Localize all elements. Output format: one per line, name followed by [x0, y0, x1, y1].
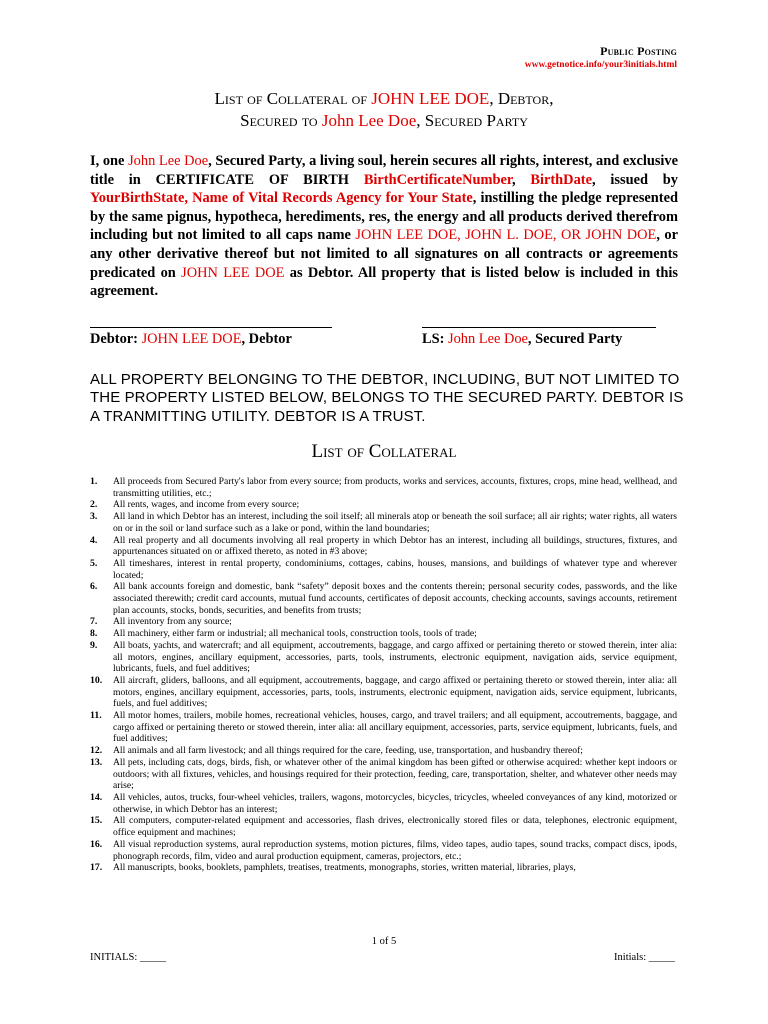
- debtor-name: JOHN LEE DOE: [141, 331, 242, 347]
- item-number: 15.: [90, 815, 103, 827]
- intro-highlight: JOHN LEE DOE, JOHN L. DOE, OR JOHN DOE: [355, 227, 657, 244]
- intro-text: , instilling the pledge represented by the same pignus, hypotheca, herediments, res, the energy and all products derived therefrom including but not limited to all caps name: [90, 190, 678, 244]
- item-text: All land in which Debtor has an interest, including the soil itself; all minerals atop or beneath the soil surface; all air rights; water rights, all waters on or in the soil or land surface such as a lake or pond, within the land boundaries;: [113, 511, 677, 534]
- list-item: [90, 815, 677, 838]
- item-number: 7.: [90, 616, 98, 628]
- intro-highlight: BirthCertificateNumber: [363, 171, 512, 188]
- item-text: All machinery, either farm or industrial; all mechanical tools, construction tools, tools of trade;: [113, 628, 477, 640]
- intro-text: ,: [511, 171, 531, 188]
- item-text: All rents, wages, and income from every source;: [113, 499, 300, 511]
- item-text: All boats, yachts, and watercraft; and all equipment, accoutrements, baggage, and cargo affixed or pertaining thereto or stowed therein, inter alia: all motors, engines, ancillary equipment, accessories, parts, tools, instruments, electronic equipment, navigation aids, service equipment, lubricants, fuels, and fuel additives;: [113, 639, 677, 675]
- intro-text: I, one: [90, 153, 129, 169]
- item-text: All manuscripts, books, booklets, pamphlets, treatises, treatments, monographs, stories, written material, libraries, plays,: [113, 862, 576, 874]
- list-item: [90, 499, 677, 511]
- list-item: [90, 675, 677, 710]
- item-number: 8.: [90, 628, 98, 640]
- item-number: 11.: [90, 710, 102, 722]
- notice-url[interactable]: www.getnotice.info/your3initials.html: [524, 60, 677, 70]
- intro-highlight: John Lee Doe: [128, 153, 209, 169]
- list-item: [90, 476, 677, 499]
- item-number: 4.: [90, 534, 98, 546]
- label-text: Debtor:: [90, 331, 142, 347]
- document-title: [0, 88, 768, 132]
- item-text: All pets, including cats, dogs, birds, fish, or whatever other of the animal kingdom has been gifted or otherwise acquired: whether kept indoors or outdoors; with all fixtures, vehicles, and housings required for their protection, feeding, care, transportation, shelter, and whatever other needs may arise;: [113, 756, 677, 792]
- item-number: 16.: [90, 838, 103, 850]
- intro-highlight: JOHN LEE DOE: [181, 264, 285, 281]
- intro-text: , Secured Party, a living soul, herein secures all rights, interest, and exclusive title in CERTIFICATE OF BIRTH: [90, 153, 679, 188]
- title-text: , Debtor,: [489, 89, 554, 108]
- list-item: [90, 628, 677, 640]
- page-header: [525, 44, 677, 70]
- intro-text: as Debtor. All property that is listed below is included in this agreement.: [90, 264, 678, 300]
- title-text: Secured to: [240, 111, 322, 130]
- list-item: [90, 792, 677, 815]
- list-item: [90, 710, 677, 745]
- item-text: All motor homes, trailers, mobile homes, recreational vehicles, houses, cargo, and travel trailers; and all equipment, accoutrements, baggage, and cargo affixed or pertaining thereto or stowed therein, inter alia: all ancillary equipment, accessories, parts, service equipment, lubricants, fuels, and fuel additives;: [113, 710, 677, 745]
- title-line-2: [0, 110, 768, 132]
- list-heading: List of Collateral: [311, 441, 457, 462]
- collateral-list: [90, 476, 677, 874]
- item-text: All computers, computer-related equipment and accessories, flash drives, electronically stored files or data, telephones, electronic equipment, office equipment and machines;: [113, 815, 677, 839]
- list-item: [90, 757, 677, 792]
- title-text: , Secured Party: [416, 111, 528, 130]
- intro-paragraph: [90, 152, 678, 301]
- title-line-1: [0, 88, 768, 110]
- item-text: All visual reproduction systems, aural reproduction systems, motion pictures, films, video tapes, audio tapes, sound tracks, compact discs, ipods, phonograph records, film, video and aural production equipment, cameras, projectors, etc.;: [113, 838, 677, 862]
- label-text: , Secured Party: [527, 331, 623, 347]
- item-text: All real property and all documents involving all real property in which Debtor has an interest, including all buildings, structures, fixtures, and appurtenances situated on or affixed thereto, as noted in #3 above;: [113, 534, 677, 558]
- item-number: 3.: [90, 511, 98, 523]
- list-item: [90, 640, 677, 675]
- secured-party-signature-line[interactable]: [422, 327, 656, 328]
- public-posting-label: Public Posting: [600, 44, 677, 58]
- item-text: All animals and all farm livestock; and all things required for the care, feeding, use, transportation, and husbandry thereof;: [113, 745, 583, 757]
- secured-party-name: John Lee Doe: [321, 111, 417, 130]
- list-item: [90, 862, 677, 874]
- debtor-signature-line[interactable]: [90, 327, 332, 328]
- item-number: 14.: [90, 791, 103, 803]
- title-text: List of Collateral of: [214, 89, 372, 108]
- item-text: All inventory from any source;: [113, 616, 232, 628]
- initials-right: Initials: _____: [614, 952, 675, 963]
- list-item: [90, 535, 677, 558]
- item-number: 6.: [90, 581, 98, 593]
- item-text: All proceeds from Secured Party's labor from every source; from products, works and services, accounts, fixtures, crops, mine head, wellhead, and transmitting utilities, etc.;: [113, 476, 677, 499]
- item-text: All bank accounts foreign and domestic, bank “safety” deposit boxes and the contents therein; personal security codes, passwords, and the like associated therewith; credit card accounts, mutual fund accounts, certificates of deposit accounts, checking accounts, savings accounts, retirement plan accounts, stocks, bonds, securities, and benefits from trusts;: [113, 581, 677, 616]
- list-item: [90, 558, 677, 581]
- item-number: 17.: [90, 862, 103, 874]
- intro-text: , or any other derivative thereof but not limited to all signatures on all contracts or agreements predicated on: [90, 227, 678, 281]
- debtor-name: JOHN LEE DOE: [371, 89, 490, 108]
- list-item: [90, 616, 677, 628]
- list-item: [90, 581, 677, 616]
- item-number: 5.: [90, 557, 98, 569]
- item-number: 13.: [90, 756, 103, 768]
- list-item: [90, 839, 677, 862]
- secured-party-name: John Lee Doe: [448, 331, 528, 347]
- item-text: All timeshares, interest in rental property, condominiums, cottages, cabins, houses, mansions, and buildings of whatever type and wherever located;: [113, 557, 677, 581]
- item-number: 9.: [90, 639, 98, 651]
- debtor-signature-label: [90, 331, 292, 348]
- page-number: 1 of 5: [371, 936, 397, 947]
- label-text: , Debtor: [241, 331, 292, 347]
- item-number: 2.: [90, 499, 98, 511]
- list-item: [90, 745, 677, 757]
- item-number: 12.: [90, 745, 103, 757]
- item-number: 10.: [90, 674, 103, 686]
- secured-party-signature-label: [422, 331, 622, 348]
- item-number: 1.: [90, 476, 98, 487]
- list-item: [90, 511, 677, 534]
- label-text: LS:: [422, 331, 448, 347]
- intro-text: , issued by: [591, 171, 678, 188]
- property-notice: ALL PROPERTY BELONGING TO THE DEBTOR, INCLUDING, BUT NOT LIMITED TO THE PROPERTY LISTED BELOW, BELONGS TO THE SECURED PARTY. DEBTOR IS A TRANMITTING UTILITY. DEBTOR IS A TRUST.: [90, 371, 684, 425]
- item-text: All aircraft, gliders, balloons, and all equipment, accoutrements, baggage, and cargo affixed or pertaining thereto or stowed therein, inter alia: all motors, engines, ancillary equipment, accessories, parts, tools, instruments, electronic equipment, navigation aids, service equipment, lubricants, fuels, and fuel additives;: [113, 674, 677, 710]
- item-text: All vehicles, autos, trucks, four-wheel vehicles, trailers, wagons, motorcycles, bicycles, tricycles, wheeled conveyances of any kind, motorized or otherwise, in which Debtor has an interest;: [113, 791, 677, 815]
- intro-highlight: YourBirthState, Name of Vital Records Agency for Your State: [90, 190, 473, 207]
- initials-left: INITIALS: _____: [90, 952, 167, 963]
- intro-highlight: BirthDate: [530, 171, 592, 188]
